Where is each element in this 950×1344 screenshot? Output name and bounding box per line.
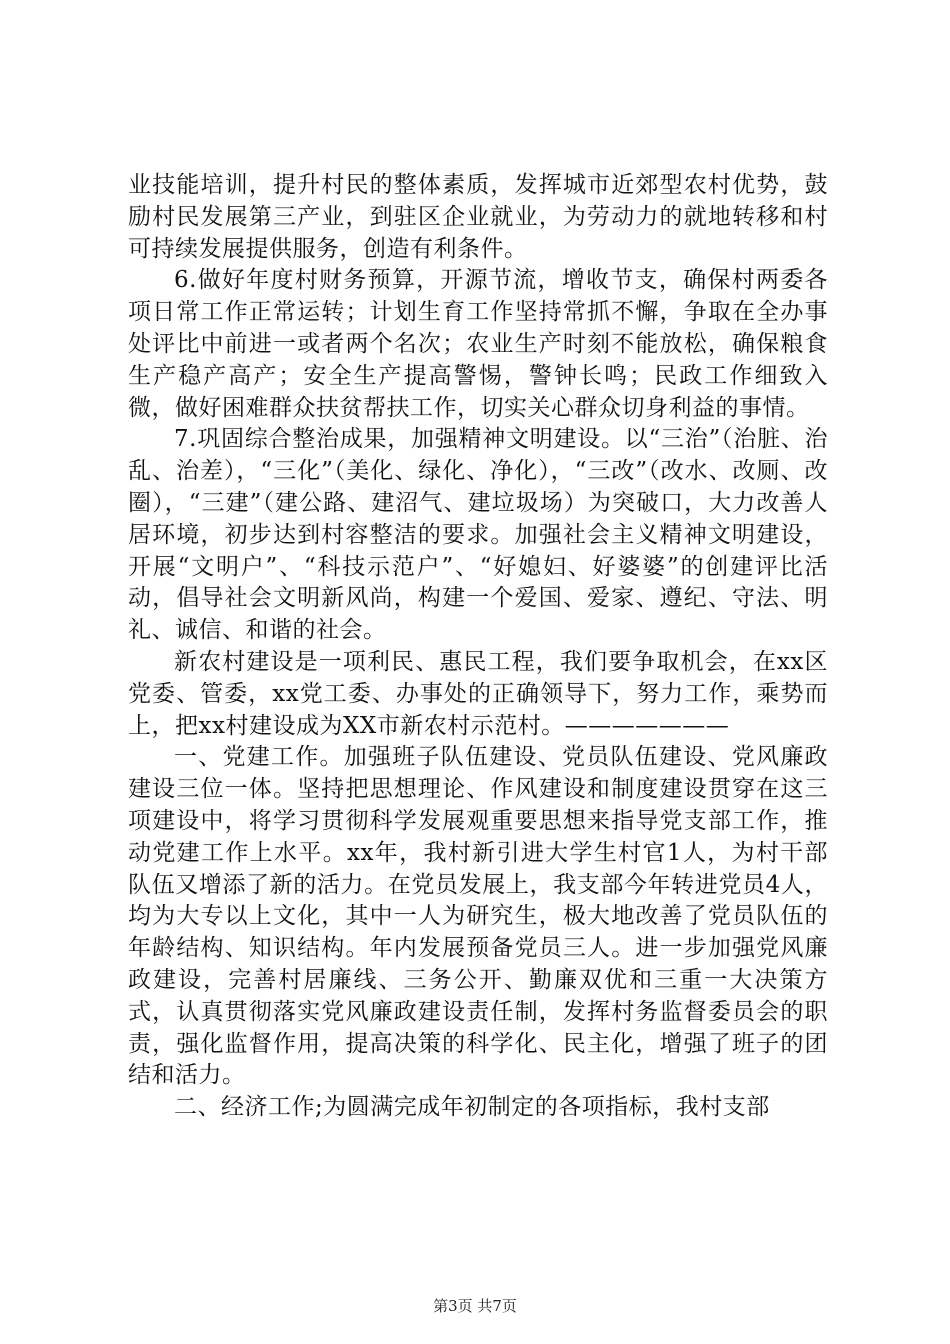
document-body — [128, 170, 828, 1124]
paragraph-item-7: 7.巩固综合整治成果，加强精神文明建设。以“三治”（治脏、治乱、治差），“三化”（美化、绿化、净化），“三改”（改水、改厕、改圈），“三建”（建公路、建沼气、建垃圾场）为突破口，大力改善人居环境，初步达到村容整洁的要求。加强社会主义精神文明建设，开展“文明户”、“科技示范户”、“好媳妇、好婆婆”的创建评比活动，倡导社会文明新风尚，构建一个爱国、爱家、遵纪、守法、明礼、诚信、和谐的社会。 — [128, 426, 828, 644]
page-number-footer: 第3页 共7页 — [433, 1297, 517, 1315]
paragraph-conclusion: 新农村建设是一项利民、惠民工程，我们要争取机会，在xx区党委、管委，xx党工委、办事处的正确领导下，努力工作，乘势而上，把xx村建设成为XX市新农村示范村。——————— — [128, 648, 828, 739]
paragraph-economic-work: 二、经济工作;为圆满完成年初制定的各项指标，我村支部 — [174, 1094, 770, 1121]
paragraph-party-building: 一、党建工作。加强班子队伍建设、党员队伍建设、党风廉政建设三位一体。坚持把思想理论、作风建设和制度建设贯穿在这三项建设中，将学习贯彻科学发展观重要思想来指导党支部工作，推动党建工作上水平。xx年，我村新引进大学生村官1人，为村干部队伍又增添了新的活力。在党员发展上，我支部今年转进党员4人，均为大专以上文化，其中一人为研究生，极大地改善了党员队伍的年龄结构、知识结构。年内发展预备党员三人。进一步加强党风廉政建设，完善村居廉线、三务公开、勤廉双优和三重一大决策方式，认真贯彻落实党风廉政建设责任制，发挥村务监督委员会的职责，强化监督作用，提高决策的科学化、民主化，增强了班子的团结和活力。 — [128, 744, 828, 1089]
paragraph-item-6: 6.做好年度村财务预算，开源节流，增收节支，确保村两委各项日常工作正常运转；计划生育工作坚持常抓不懈，争取在全办事处评比中前进一或者两个名次；农业生产时刻不能放松，确保粮食生产稳产高产；安全生产提高警惕，警钟长鸣；民政工作细致入微，做好困难群众扶贫帮扶工作，切实关心群众切身利益的事情。 — [128, 267, 828, 421]
paragraph-continuation: 业技能培训，提升村民的整体素质，发挥城市近郊型农村优势，鼓励村民发展第三产业，到驻区企业就业，为劳动力的就地转移和村可持续发展提供服务，创造有利条件。 — [128, 172, 828, 262]
